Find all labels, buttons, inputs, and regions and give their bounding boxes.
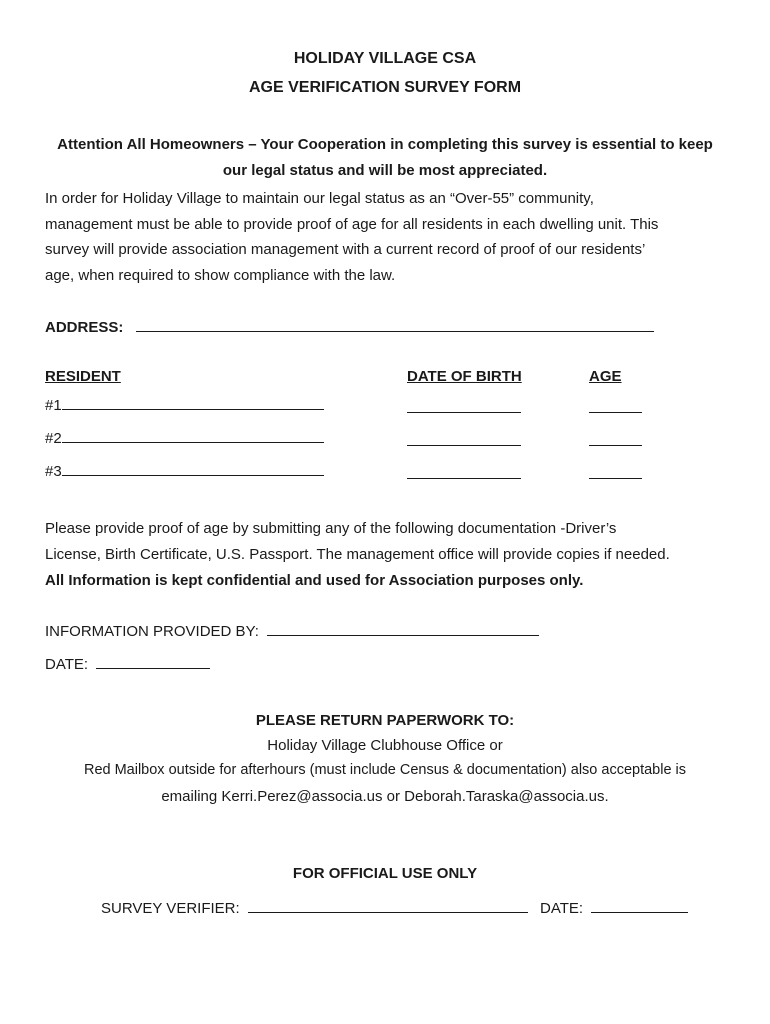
intro-line-1: In order for Holiday Village to maintain our legal status as an “Over-55” community,	[45, 190, 594, 207]
intro-line-4: age, when required to show compliance with the law.	[45, 266, 396, 284]
date-field[interactable]	[96, 654, 210, 669]
dob-field[interactable]	[407, 431, 521, 446]
return-line-3: emailing Kerri.Perez@associa.us or Deborah.Taraska@associa.us.	[161, 788, 609, 805]
dob-header: DATE OF BIRTH	[407, 368, 522, 385]
age-field[interactable]	[589, 398, 642, 413]
row-label: #3	[45, 463, 62, 480]
address-field[interactable]	[136, 317, 654, 332]
intro-line-3: survey will provide association management with a current record of proof of our residents’	[45, 241, 646, 258]
dob-field[interactable]	[407, 398, 521, 413]
attention-line-2: our legal status and will be most appreciated.	[222, 162, 548, 179]
verifier-row	[101, 898, 688, 917]
resident-name-field[interactable]	[62, 428, 324, 443]
proof-line-2: License, Birth Certificate, U.S. Passport. The management office will provide copies if needed.	[45, 546, 670, 563]
address-row	[45, 317, 654, 336]
verifier-field[interactable]	[248, 898, 528, 913]
intro-paragraph	[45, 186, 735, 288]
official-heading: FOR OFFICIAL USE ONLY	[292, 865, 478, 882]
resident-name-field[interactable]	[62, 461, 324, 476]
date-label: DATE:	[45, 656, 89, 673]
official-date-label: DATE:	[540, 900, 584, 917]
date-row	[45, 654, 210, 673]
resident-header: RESIDENT	[45, 368, 121, 385]
address-label: ADDRESS:	[45, 319, 124, 336]
return-line-1: Holiday Village Clubhouse Office or	[267, 737, 503, 754]
intro-line-2: management must be able to provide proof of age for all residents in each dwelling unit. This	[45, 215, 659, 233]
resident-name-field[interactable]	[62, 395, 324, 410]
age-field[interactable]	[589, 431, 642, 446]
proof-line-1: Please provide proof of age by submitting any of the following documentation -Driver’s	[45, 520, 617, 537]
age-field[interactable]	[589, 464, 642, 479]
row-label: #1	[45, 397, 62, 414]
verifier-label: SURVEY VERIFIER:	[101, 900, 240, 917]
attention-line-1: Attention All Homeowners – Your Cooperation in completing this survey is essential to keep	[57, 136, 713, 153]
return-heading: PLEASE RETURN PAPERWORK TO:	[255, 712, 515, 729]
resident-row-2	[45, 428, 324, 447]
resident-row-3	[45, 461, 324, 480]
resident-row-1	[45, 395, 324, 414]
return-line-2: Red Mailbox outside for afterhours (must include Census & documentation) also acceptable is	[83, 762, 687, 778]
form-title: HOLIDAY VILLAGE CSA	[293, 50, 477, 67]
provided-by-label: INFORMATION PROVIDED BY:	[45, 623, 259, 640]
age-header: AGE	[589, 368, 622, 385]
row-label: #2	[45, 430, 62, 447]
form-subtitle: AGE VERIFICATION SURVEY FORM	[248, 79, 522, 96]
provided-by-row	[45, 621, 539, 640]
provided-by-field[interactable]	[267, 621, 539, 636]
official-date-field[interactable]	[591, 898, 688, 913]
proof-paragraph	[45, 516, 735, 594]
dob-field[interactable]	[407, 464, 521, 479]
confidential-notice: All Information is kept confidential and used for Association purposes only.	[45, 572, 584, 589]
